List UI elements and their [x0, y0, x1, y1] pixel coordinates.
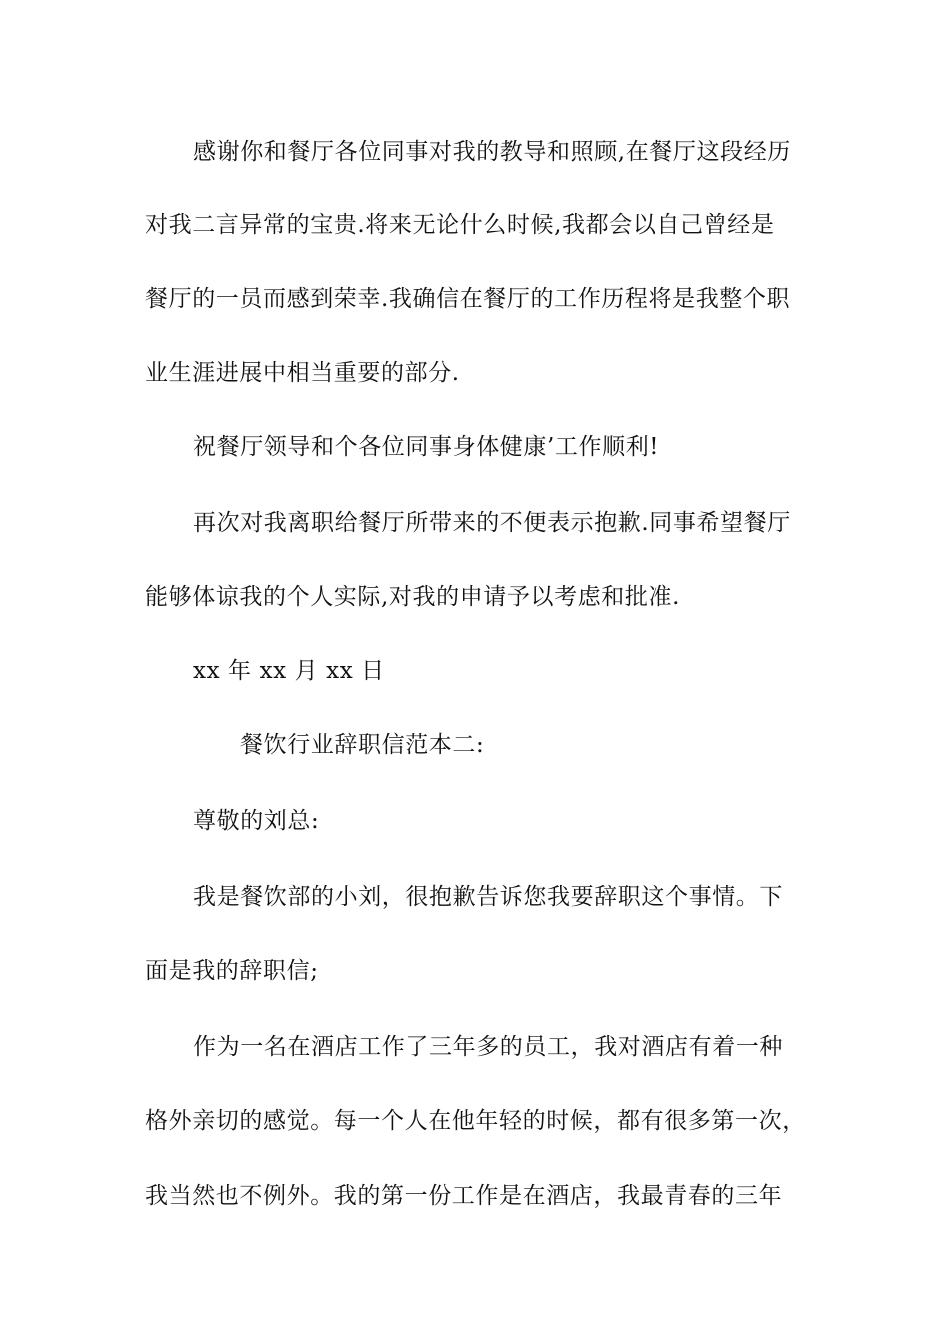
section-heading: 餐饮行业辞职信范本二:: [240, 732, 485, 758]
paragraph-line: 感谢你和餐厅各位同事对我的教导和照顾,在餐厅这段经历: [193, 139, 791, 165]
paragraph-line: 格外亲切的感觉。每一个人在他年轻的时候，都有很多第一次，: [145, 1108, 806, 1134]
paragraph-line: 能够体谅我的个人实际,对我的申请予以考虑和批准.: [145, 584, 681, 610]
date-line: xx 年 xx 月 xx 日: [193, 658, 385, 684]
paragraph-line: 祝餐厅领导和个各位同事身体健康’工作顺利!: [193, 434, 660, 460]
paragraph-line: 餐厅的一员而感到荣幸.我确信在餐厅的工作历程将是我整个职: [145, 286, 791, 312]
paragraph-line: 业生涯进展中相当重要的部分.: [145, 360, 460, 386]
paragraph-line: 作为一名在酒店工作了三年多的员工，我对酒店有着一种: [193, 1034, 783, 1060]
paragraph-line: 面是我的辞职信;: [145, 958, 319, 984]
paragraph-line: 对我二言异常的宝贵.将来无论什么时候,我都会以自己曾经是: [145, 212, 775, 238]
paragraph-line: 我当然也不例外。我的第一份工作是在酒店，我最青春的三年: [145, 1183, 783, 1209]
paragraph-line: 再次对我离职给餐厅所带来的不便表示抱歉.同事希望餐厅: [193, 510, 791, 536]
salutation: 尊敬的刘总:: [193, 808, 320, 834]
paragraph-line: 我是餐饮部的小刘，很抱歉告诉您我要辞职这个事情。下: [193, 884, 783, 910]
